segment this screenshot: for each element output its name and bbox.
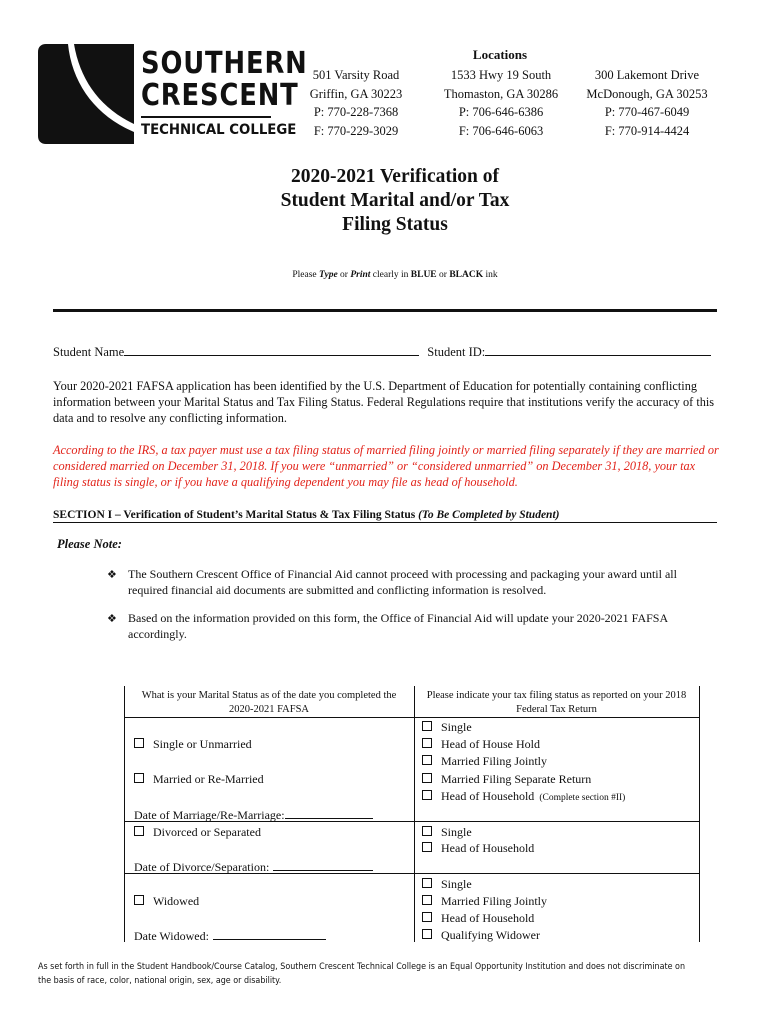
option-label: Single (441, 877, 472, 891)
marriage-date-field[interactable] (285, 807, 373, 819)
irs-note: According to the IRS, a tax payer must use a tax filing status of married filing jointly or married filing separately if they are married or considered married on December 31, 2018. If you were “unmarried” or “considered unmarried” on December 31, 2018, your tax filing status is single, or if you have a qualifying dependent you may file as head of household. (53, 443, 719, 489)
table-border (699, 686, 700, 942)
instr-print: Print (350, 270, 371, 280)
campus-phone: P: 770-228-7368 (313, 105, 399, 119)
student-name-label: Student Name (53, 345, 125, 359)
divorce-date-row (134, 859, 373, 875)
title-line-3: Filing Status (342, 214, 448, 235)
option-label: Head of Household (441, 789, 535, 803)
logo-line-2: CRESCENT (141, 78, 299, 113)
campus-phone: P: 706-646-6386 (458, 105, 544, 119)
divorce-date-field[interactable] (273, 859, 373, 871)
option-label: Married Filing Jointly (441, 754, 547, 768)
tax-divorced-single-option[interactable] (422, 825, 472, 840)
marital-single-option[interactable] (134, 737, 252, 752)
tax-widowed-hoh-option[interactable] (422, 911, 534, 926)
section-1-note: (To Be Completed by Student) (418, 509, 560, 521)
table-border (414, 686, 415, 942)
logo-divider (141, 116, 271, 118)
campus-street: 300 Lakemont Drive (594, 68, 700, 82)
checkbox[interactable] (422, 878, 432, 888)
option-label: Widowed (153, 894, 200, 908)
marital-divorced-option[interactable] (134, 825, 261, 840)
tax-status-header: Please indicate your tax filing status as reported on your 2018 Federal Tax Return (426, 690, 687, 715)
checkbox[interactable] (134, 738, 144, 748)
campus-fax: F: 770-914-4424 (604, 123, 690, 138)
checkbox[interactable] (422, 912, 432, 922)
student-id-field[interactable] (485, 344, 711, 356)
note-bullet-2: Based on the information provided on this form, the Office of Financial Aid will update your 2020-2021 FAFSA accordingly. (128, 611, 668, 641)
note-bullet-1: The Southern Crescent Office of Financial Aid cannot proceed with processing and packaging your award until all required financial aid documents are submitted and conflicting information is resolved. (128, 567, 677, 597)
title-line-2: Student Marital and/or Tax (280, 190, 510, 211)
checkbox[interactable] (422, 738, 432, 748)
form-title (190, 165, 600, 237)
table-border (124, 717, 700, 718)
checkbox[interactable] (422, 721, 432, 731)
ink-instructions (190, 270, 600, 280)
campus-city: Griffin, GA 30223 (309, 86, 403, 101)
instr-text: clearly in (370, 270, 411, 280)
option-label: Married Filing Separate Return (441, 772, 592, 786)
checkbox[interactable] (134, 895, 144, 905)
option-label: Head of Household (441, 911, 535, 925)
logo-line-3: TECHNICAL COLLEGE (141, 122, 297, 138)
option-label: Single or Unmarried (153, 737, 252, 751)
college-logo (38, 44, 308, 144)
checkbox[interactable] (422, 790, 432, 800)
checkbox[interactable] (422, 826, 432, 836)
tax-qualifying-widower-option[interactable] (422, 928, 540, 943)
campus-street: 1533 Hwy 19 South (450, 68, 552, 82)
tax-married-separate-option[interactable] (422, 772, 591, 787)
checkbox[interactable] (422, 755, 432, 765)
campus-street: 501 Varsity Road (312, 68, 400, 82)
tax-widowed-jointly-option[interactable] (422, 894, 547, 909)
option-label: Qualifying Widower (441, 928, 540, 942)
marital-widowed-option[interactable] (134, 894, 199, 909)
equal-opportunity-footer: As set forth in full in the Student Handbook/Course Catalog, Southern Crescent Technical College is an Equal Opportunity Institution and does not discriminate on the basis of race, color, national origin, sex, age or disability. (38, 962, 686, 986)
tax-head-of-household-option[interactable] (422, 789, 625, 804)
instr-black: BLACK (449, 270, 484, 280)
instr-blue: BLUE (410, 270, 437, 280)
checkbox[interactable] (422, 929, 432, 939)
widowed-date-field[interactable] (213, 928, 326, 940)
logo-line-1: SOUTHERN (141, 46, 308, 81)
option-label: Married or Re-Married (153, 772, 264, 786)
checkbox[interactable] (134, 773, 144, 783)
intro-paragraph: Your 2020-2021 FAFSA application has been identified by the U.S. Department of Education for potentially containing conflicting information between your Marital Status and Tax Filing Status. Federal Regulations require that institutions verify the accuracy of this data and to resolve any conflicting information. (53, 379, 715, 425)
option-label: Head of Household (441, 841, 535, 855)
section-1-heading (53, 509, 717, 523)
widowed-date-row (134, 928, 326, 944)
campus-mcdonough (562, 66, 732, 140)
campus-city: McDonough, GA 30253 (586, 86, 708, 101)
option-label: Married Filing Jointly (441, 894, 547, 908)
student-info-row (53, 344, 723, 360)
instr-text: Please (292, 270, 320, 280)
campus-thomaston (416, 66, 586, 140)
diamond-bullet-icon: ❖ (107, 613, 117, 625)
checkbox[interactable] (134, 826, 144, 836)
option-label: Divorced or Separated (153, 825, 261, 839)
instr-text: or (436, 270, 450, 280)
marriage-date-label: Date of Marriage/Re-Marriage: (134, 808, 285, 822)
campus-city: Thomaston, GA 30286 (443, 86, 559, 101)
option-label: Single (441, 825, 472, 839)
tax-married-jointly-option[interactable] (422, 754, 547, 769)
checkbox[interactable] (422, 842, 432, 852)
marital-married-option[interactable] (134, 772, 264, 787)
tax-widowed-single-option[interactable] (422, 877, 472, 892)
tax-head-of-house-hold-option[interactable] (422, 737, 540, 752)
checkbox[interactable] (422, 895, 432, 905)
locations-title: Locations (472, 47, 528, 62)
campus-phone: P: 770-467-6049 (604, 105, 690, 119)
crescent-logo-icon (38, 44, 138, 144)
tax-single-option[interactable] (422, 720, 472, 735)
diamond-bullet-icon: ❖ (107, 569, 117, 581)
status-table (124, 686, 700, 942)
tax-divorced-hoh-option[interactable] (422, 841, 534, 856)
student-id-label: Student ID: (427, 345, 486, 359)
option-label: Single (441, 720, 472, 734)
complete-section-note: (Complete section #II) (539, 793, 626, 803)
section-1-title: SECTION I – Verification of Student’s Marital Status & Tax Filing Status (53, 509, 419, 521)
divorce-date-label: Date of Divorce/Separation: (134, 860, 270, 874)
header-divider (53, 309, 717, 312)
instr-text: or (337, 270, 351, 280)
campus-fax: F: 770-229-3029 (313, 123, 399, 138)
marital-status-header: What is your Marital Status as of the date you completed the 2020-2021 FAFSA (141, 690, 397, 715)
title-line-1: 2020-2021 Verification of (291, 166, 499, 187)
campus-fax: F: 706-646-6063 (458, 123, 544, 138)
instr-text: ink (483, 270, 498, 280)
option-label: Head of House Hold (441, 737, 540, 751)
table-border (124, 686, 125, 942)
widowed-date-label: Date Widowed: (134, 929, 209, 943)
student-name-field[interactable] (124, 344, 419, 356)
instr-type: Type (319, 270, 338, 280)
please-note-label: Please Note: (57, 537, 122, 551)
marriage-date-row (134, 807, 373, 823)
checkbox[interactable] (422, 773, 432, 783)
